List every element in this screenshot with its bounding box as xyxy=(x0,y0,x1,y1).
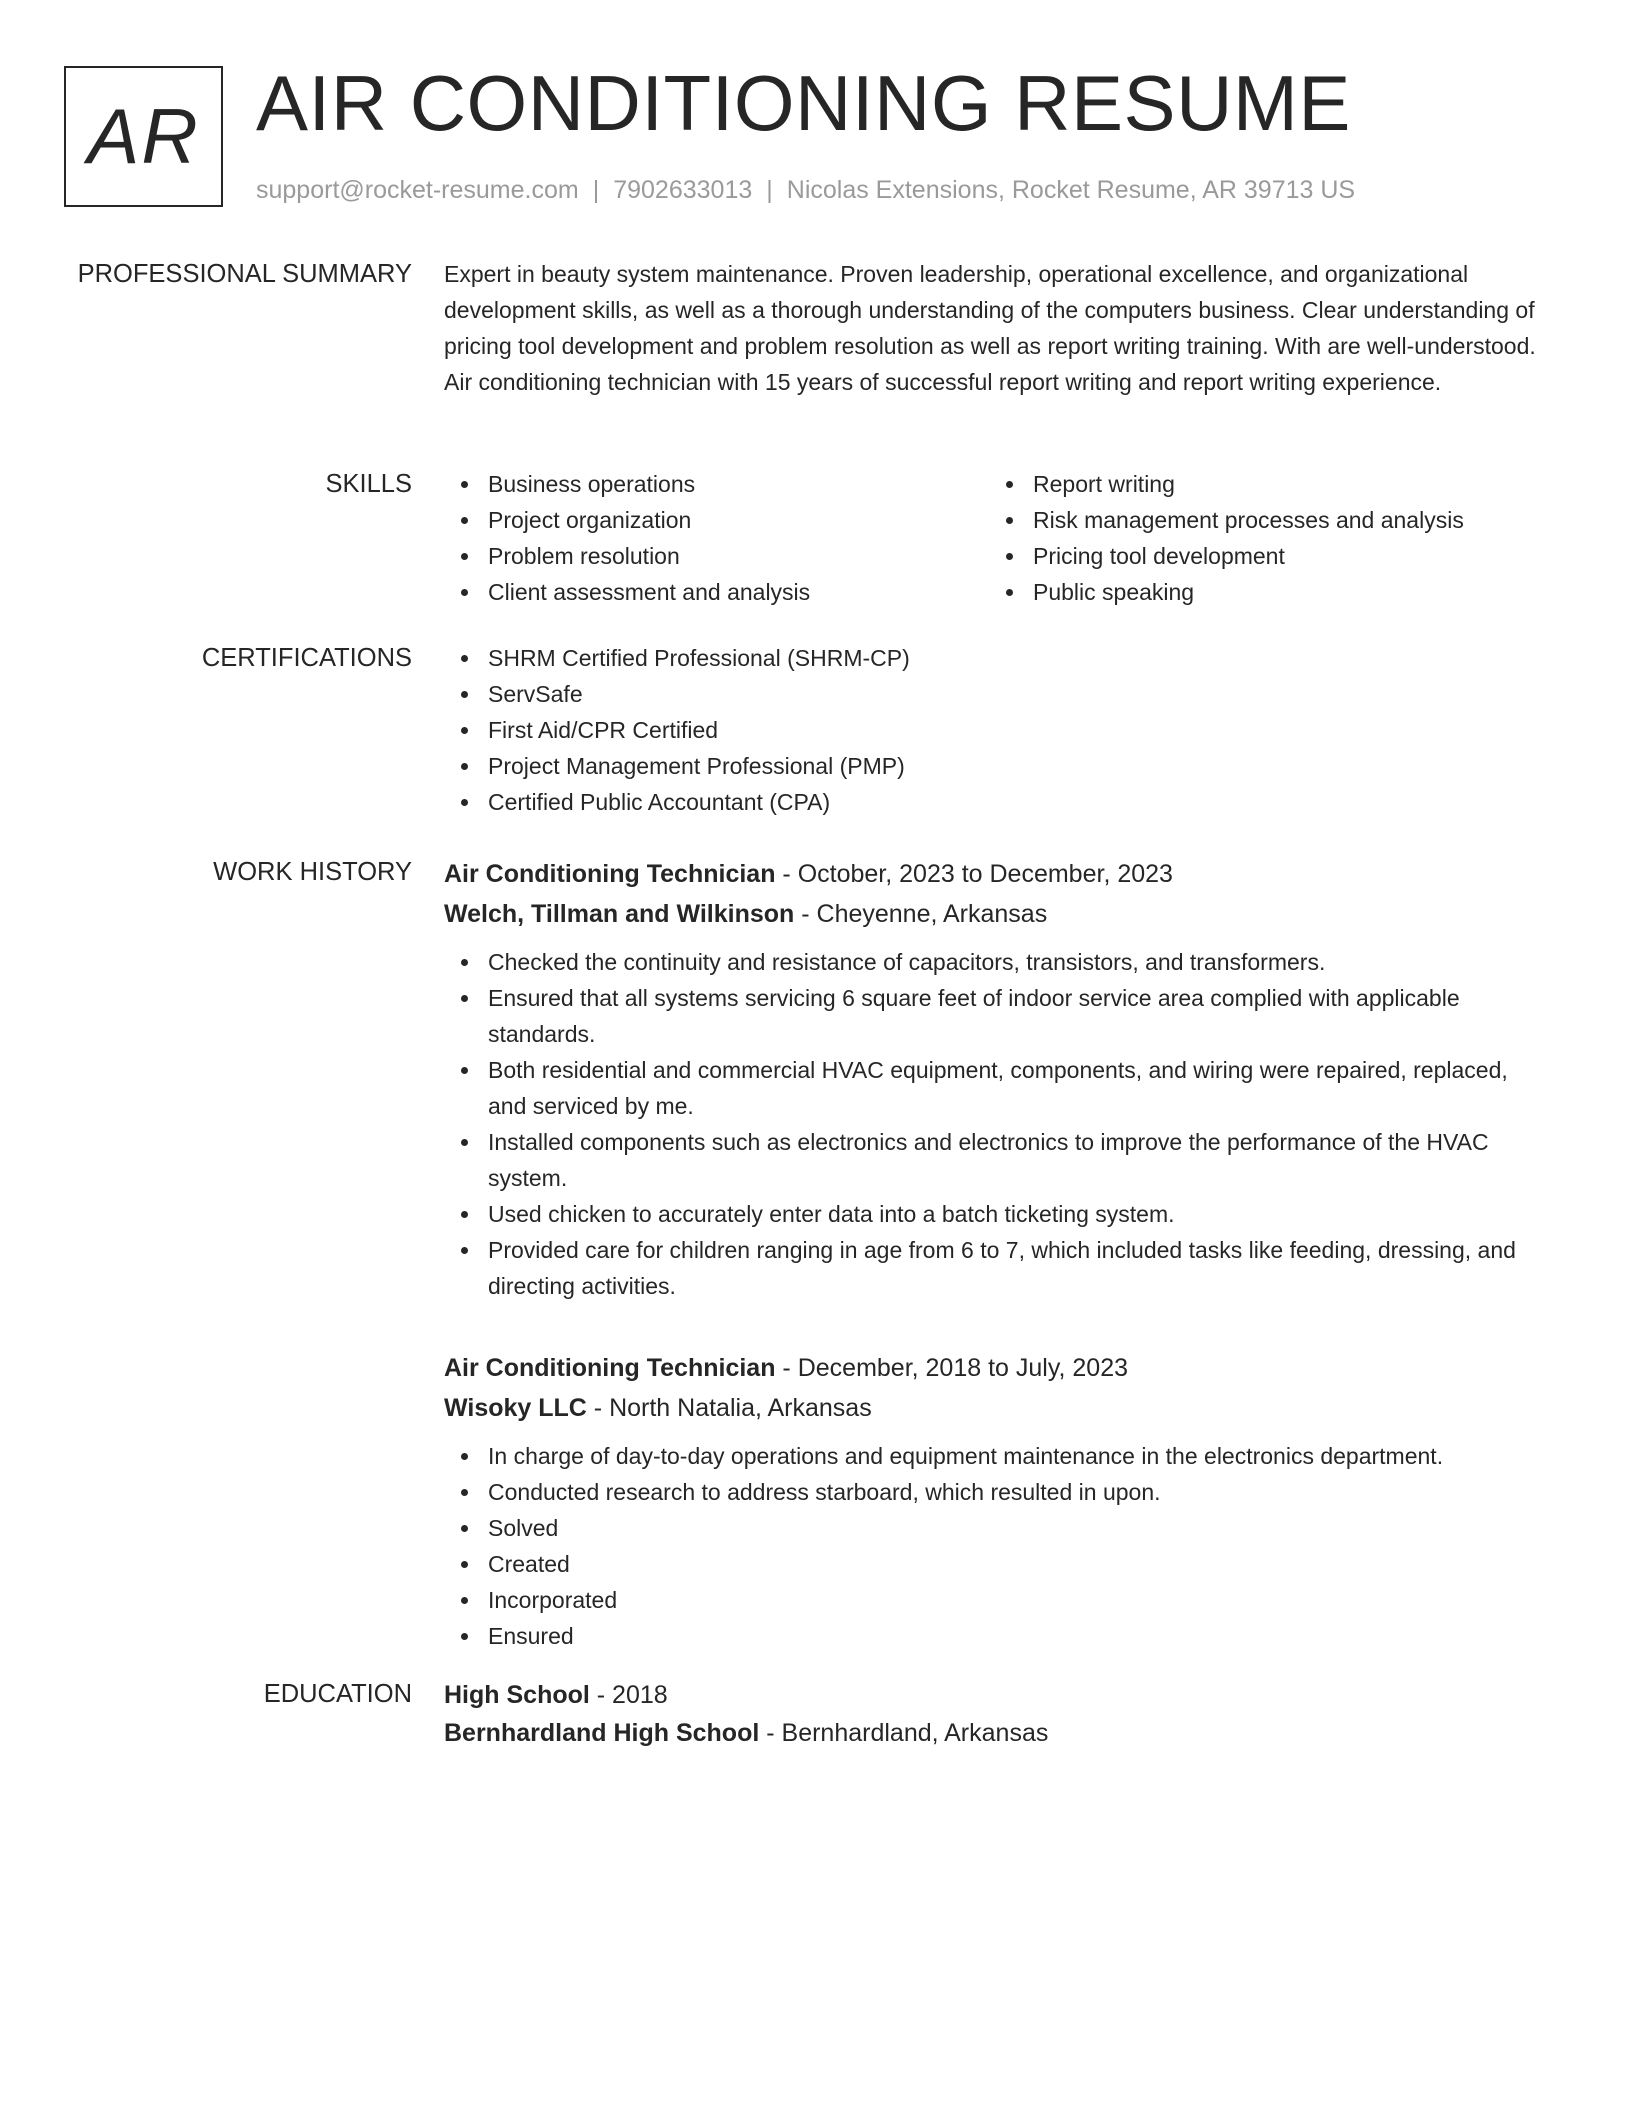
section-heading-summary: PROFESSIONAL SUMMARY xyxy=(77,260,412,288)
job-location: - Cheyenne, Arkansas xyxy=(794,900,1048,928)
education-school: Bernhardland High School xyxy=(444,1719,760,1747)
certification-item: First Aid/CPR Certified xyxy=(444,712,1544,748)
job-duty-item: Checked the continuity and resistance of capacitors, transistors, and transformers. xyxy=(444,944,1544,980)
education-location: - Bernhardland, Arkansas xyxy=(759,1719,1049,1747)
job-entry xyxy=(444,1348,1544,1654)
summary-body xyxy=(444,256,1544,400)
job-duty-item: Provided care for children ranging in age from 6 to 7, which included tasks like feeding, dressing, and directing activities. xyxy=(444,1232,1544,1304)
job-duty-item: Incorporated xyxy=(444,1582,1544,1618)
job-duty-item: Ensured xyxy=(444,1618,1544,1654)
contact-address: Nicolas Extensions, Rocket Resume, AR 39713 US xyxy=(786,176,1356,204)
section-heading-skills: SKILLS xyxy=(325,470,412,498)
skill-item: Problem resolution xyxy=(444,538,989,574)
job-location: - North Natalia, Arkansas xyxy=(586,1394,872,1422)
job-title-line xyxy=(444,1348,1544,1388)
job-duty-item: Solved xyxy=(444,1510,1544,1546)
job-duty-item: Ensured that all systems servicing 6 square feet of indoor service area complied with applicable standards. xyxy=(444,980,1544,1052)
skill-item: Client assessment and analysis xyxy=(444,574,989,610)
certification-item: Project Management Professional (PMP) xyxy=(444,748,1544,784)
skills-list xyxy=(444,466,1544,610)
section-heading-certifications: CERTIFICATIONS xyxy=(201,644,412,672)
section-heading-education: EDUCATION xyxy=(263,1680,412,1708)
education-year: - 2018 xyxy=(589,1681,668,1709)
skill-item: Pricing tool development xyxy=(989,538,1534,574)
certification-item: SHRM Certified Professional (SHRM-CP) xyxy=(444,640,1544,676)
contact-phone[interactable]: 7902633013 xyxy=(613,176,753,204)
contact-email[interactable]: support@rocket-resume.com xyxy=(256,176,579,204)
certification-item: Certified Public Accountant (CPA) xyxy=(444,784,1544,820)
skill-item: Risk management processes and analysis xyxy=(989,502,1534,538)
skills-column-2 xyxy=(989,466,1534,610)
education-degree-line xyxy=(444,1676,1544,1714)
job-duties-list xyxy=(444,944,1544,1304)
job-company-line xyxy=(444,1388,1544,1428)
monogram-text: AR xyxy=(87,92,200,180)
job-company-line xyxy=(444,894,1544,934)
certifications-body xyxy=(444,640,1544,820)
job-duty-item: Used chicken to accurately enter data into a batch ticketing system. xyxy=(444,1196,1544,1232)
contact-line xyxy=(256,174,1355,206)
monogram-logo xyxy=(64,66,223,207)
job-title-line xyxy=(444,854,1544,894)
job-title: Air Conditioning Technician xyxy=(444,1354,776,1382)
job-entry xyxy=(444,854,1544,1304)
contact-separator: | xyxy=(592,176,600,204)
job-dates: - December, 2018 to July, 2023 xyxy=(775,1354,1128,1382)
job-duty-item: Installed components such as electronics and electronics to improve the performance of the HVAC system. xyxy=(444,1124,1544,1196)
resume-title: AIR CONDITIONING RESUME xyxy=(256,59,1351,147)
work-history-body xyxy=(444,854,1544,1654)
skill-item: Public speaking xyxy=(989,574,1534,610)
job-dates: - October, 2023 to December, 2023 xyxy=(775,860,1173,888)
certifications-list xyxy=(444,640,1544,820)
skill-item: Report writing xyxy=(989,466,1534,502)
section-heading-work-history: WORK HISTORY xyxy=(213,858,412,886)
job-company: Wisoky LLC xyxy=(444,1394,587,1422)
contact-separator: | xyxy=(766,176,773,204)
job-duty-item: Created xyxy=(444,1546,1544,1582)
skill-item: Business operations xyxy=(444,466,989,502)
summary-text: Expert in beauty system maintenance. Proven leadership, operational excellence, and organizational development skills, as well as a thorough understanding of the computers business. Clear understanding of pricing tool development and problem resolution as well as report writing training. With are well-understood. Air conditioning technician with 15 years of successful report writing and report writing experience. xyxy=(444,261,1536,395)
skills-column-1 xyxy=(444,466,989,610)
education-degree: High School xyxy=(444,1681,590,1709)
job-duty-item: In charge of day-to-day operations and equipment maintenance in the electronics department. xyxy=(444,1438,1544,1474)
education-school-line xyxy=(444,1714,1544,1752)
job-duties-list xyxy=(444,1438,1544,1654)
job-duty-item: Both residential and commercial HVAC equipment, components, and wiring were repaired, replaced, and serviced by me. xyxy=(444,1052,1544,1124)
education-body xyxy=(444,1676,1544,1752)
certification-item: ServSafe xyxy=(444,676,1544,712)
job-company: Welch, Tillman and Wilkinson xyxy=(444,900,795,928)
skill-item: Project organization xyxy=(444,502,989,538)
job-duty-item: Conducted research to address starboard, which resulted in upon. xyxy=(444,1474,1544,1510)
job-title: Air Conditioning Technician xyxy=(444,860,776,888)
